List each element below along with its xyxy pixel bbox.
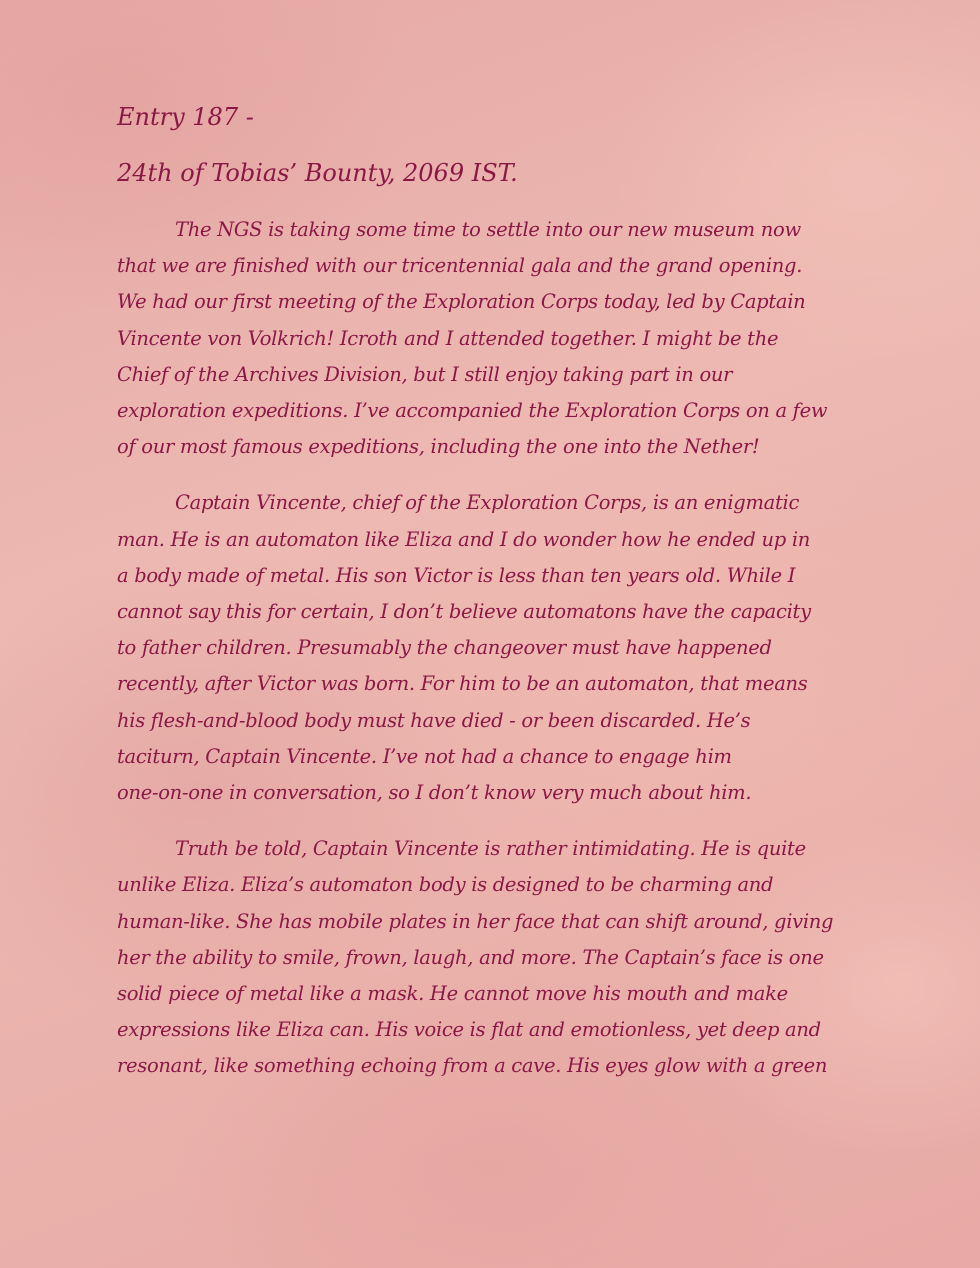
text-line: human-like. She has mobile plates in her face that can shift around, giving xyxy=(117,909,834,933)
text-line: man. He is an automaton like Eliza and I do wonder how he ended up in xyxy=(117,527,811,551)
text-line: cannot say this for certain, I don’t believe automatons have the capacity xyxy=(117,600,811,624)
text-line: his flesh-and-blood body must have died - or been discarded. He’s xyxy=(117,708,751,732)
entry-date: 24th of Tobias’ Bounty, 2069 IST. xyxy=(117,159,518,187)
text-line: solid piece of metal like a mask. He cannot move his mouth and make xyxy=(117,982,788,1006)
journal-entry xyxy=(117,98,877,1085)
text-line: her the ability to smile, frown, laugh, and more. The Captain’s face is one xyxy=(117,945,824,969)
text-line: Truth be told, Captain Vincente is rather intimidating. He is quite xyxy=(175,837,806,861)
text-line: Captain Vincente, chief of the Exploration Corps, is an enigmatic xyxy=(175,491,800,515)
text-line: We had our first meeting of the Exploration Corps today, led by Captain xyxy=(117,290,806,314)
text-line: Chief of the Archives Division, but I still enjoy taking part in our xyxy=(117,362,733,386)
entry-heading: Entry 187 - xyxy=(117,103,254,131)
text-line: of our most famous expeditions, including the one into the Nether! xyxy=(117,435,760,459)
text-line: taciturn, Captain Vincente. I’ve not had a chance to engage him xyxy=(117,744,732,768)
text-line: that we are finished with our tricentennial gala and the grand opening. xyxy=(117,254,803,278)
text-line: recently, after Victor was born. For him to be an automaton, that means xyxy=(117,672,808,696)
text-line: The NGS is taking some time to settle into our new museum now xyxy=(175,218,801,241)
text-line: a body made of metal. His son Victor is less than ten years old. While I xyxy=(117,563,796,587)
paragraph-3 xyxy=(117,831,877,1084)
text-line: Vincente von Volkrich! Icroth and I attended together. I might be the xyxy=(117,326,779,350)
text-line: one-on-one in conversation, so I don’t know very much about him. xyxy=(117,781,752,805)
text-line: exploration expeditions. I’ve accompanied the Exploration Corps on a few xyxy=(117,399,828,423)
text-line: to father children. Presumably the changeover must have happened xyxy=(117,636,772,660)
text-line: resonant, like something echoing from a cave. His eyes glow with a green xyxy=(117,1054,828,1078)
paragraph-1 xyxy=(117,212,877,465)
paragraph-2 xyxy=(117,485,877,811)
text-line: expressions like Eliza can. His voice is flat and emotionless, yet deep and xyxy=(117,1018,821,1042)
text-line: unlike Eliza. Eliza’s automaton body is designed to be charming and xyxy=(117,873,774,897)
